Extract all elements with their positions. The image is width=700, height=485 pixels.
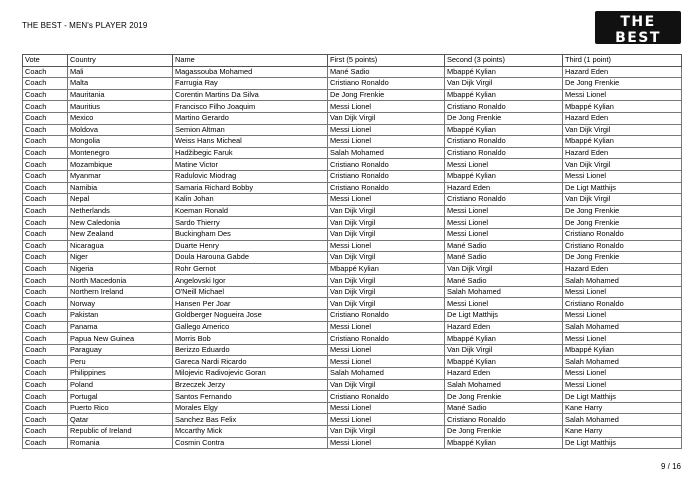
- second-choice-cell: Mané Sadio: [445, 252, 563, 264]
- first-choice-cell: Messi Lionel: [328, 321, 445, 333]
- table-row: [23, 194, 682, 206]
- second-choice-cell: Cristiano Ronaldo: [445, 101, 563, 113]
- third-choice-cell: Salah Mohamed: [563, 275, 682, 287]
- second-choice-cell: Messi Lionel: [445, 217, 563, 229]
- second-choice-cell: Salah Mohamed: [445, 286, 563, 298]
- logo-line-1: THE BEST: [615, 14, 661, 46]
- country-cell: Mauritania: [68, 89, 173, 101]
- document-title: THE BEST - MEN's PLAYER 2019: [22, 21, 148, 30]
- column-header-name: Name: [173, 55, 328, 67]
- vote-cell: Coach: [23, 368, 68, 380]
- first-choice-cell: Van Dijk Virgil: [328, 112, 445, 124]
- vote-cell: Coach: [23, 66, 68, 78]
- table-row: [23, 240, 682, 252]
- third-choice-cell: Messi Lionel: [563, 379, 682, 391]
- first-choice-cell: Van Dijk Virgil: [328, 252, 445, 264]
- second-choice-cell: Mbappé Kylian: [445, 437, 563, 449]
- second-choice-cell: Cristiano Ronaldo: [445, 414, 563, 426]
- name-cell: Duarte Henry: [173, 240, 328, 252]
- second-choice-cell: Mbappé Kylian: [445, 356, 563, 368]
- name-cell: Rohr Gernot: [173, 263, 328, 275]
- country-cell: Namibia: [68, 182, 173, 194]
- second-choice-cell: Cristiano Ronaldo: [445, 194, 563, 206]
- vote-cell: Coach: [23, 205, 68, 217]
- country-cell: Norway: [68, 298, 173, 310]
- first-choice-cell: Messi Lionel: [328, 437, 445, 449]
- table-row: [23, 368, 682, 380]
- logo-line-2: FIFA MEN'S PLAYER: [606, 47, 670, 53]
- second-choice-cell: De Ligt Matthijs: [445, 310, 563, 322]
- third-choice-cell: Messi Lionel: [563, 170, 682, 182]
- table-row: [23, 252, 682, 264]
- country-cell: Myanmar: [68, 170, 173, 182]
- vote-cell: Coach: [23, 414, 68, 426]
- vote-cell: Coach: [23, 112, 68, 124]
- second-choice-cell: Mbappé Kylian: [445, 89, 563, 101]
- name-cell: O'Neill Michael: [173, 286, 328, 298]
- second-choice-cell: Mané Sadio: [445, 240, 563, 252]
- vote-cell: Coach: [23, 228, 68, 240]
- table-header-row: [23, 55, 682, 67]
- country-cell: Montenegro: [68, 147, 173, 159]
- table-row: [23, 182, 682, 194]
- name-cell: Santos Fernando: [173, 391, 328, 403]
- third-choice-cell: Hazard Eden: [563, 66, 682, 78]
- third-choice-cell: De Jong Frenkie: [563, 205, 682, 217]
- vote-cell: Coach: [23, 275, 68, 287]
- country-cell: New Caledonia: [68, 217, 173, 229]
- country-cell: Republic of Ireland: [68, 426, 173, 438]
- table-row: [23, 391, 682, 403]
- second-choice-cell: Messi Lionel: [445, 228, 563, 240]
- country-cell: Nicaragua: [68, 240, 173, 252]
- first-choice-cell: Cristiano Ronaldo: [328, 182, 445, 194]
- country-cell: Romania: [68, 437, 173, 449]
- third-choice-cell: Messi Lionel: [563, 89, 682, 101]
- country-cell: Mauritius: [68, 101, 173, 113]
- name-cell: Doula Harouna Gabde: [173, 252, 328, 264]
- vote-cell: Coach: [23, 437, 68, 449]
- table-row: [23, 286, 682, 298]
- table-row: [23, 89, 682, 101]
- name-cell: Semion Altman: [173, 124, 328, 136]
- second-choice-cell: De Jong Frenkie: [445, 426, 563, 438]
- vote-cell: Coach: [23, 356, 68, 368]
- third-choice-cell: Cristiano Ronaldo: [563, 228, 682, 240]
- third-choice-cell: De Jong Frenkie: [563, 252, 682, 264]
- country-cell: Nigeria: [68, 263, 173, 275]
- name-cell: Koeman Ronald: [173, 205, 328, 217]
- country-cell: Paraguay: [68, 344, 173, 356]
- name-cell: Magassouba Mohamed: [173, 66, 328, 78]
- table-row: [23, 321, 682, 333]
- third-choice-cell: Messi Lionel: [563, 333, 682, 345]
- first-choice-cell: De Jong Frenkie: [328, 89, 445, 101]
- name-cell: Kalin Johan: [173, 194, 328, 206]
- country-cell: North Macedonia: [68, 275, 173, 287]
- first-choice-cell: Van Dijk Virgil: [328, 298, 445, 310]
- first-choice-cell: Cristiano Ronaldo: [328, 159, 445, 171]
- name-cell: Hansen Per Joar: [173, 298, 328, 310]
- first-choice-cell: Cristiano Ronaldo: [328, 78, 445, 90]
- country-cell: Mexico: [68, 112, 173, 124]
- second-choice-cell: Mané Sadio: [445, 275, 563, 287]
- third-choice-cell: De Jong Frenkie: [563, 217, 682, 229]
- table-row: [23, 228, 682, 240]
- first-choice-cell: Cristiano Ronaldo: [328, 310, 445, 322]
- vote-cell: Coach: [23, 124, 68, 136]
- vote-cell: Coach: [23, 182, 68, 194]
- vote-cell: Coach: [23, 240, 68, 252]
- name-cell: Francisco Filho Joaquim: [173, 101, 328, 113]
- name-cell: Goldberger Nogueira Jose: [173, 310, 328, 322]
- table-row: [23, 263, 682, 275]
- first-choice-cell: Messi Lionel: [328, 194, 445, 206]
- table-row: [23, 426, 682, 438]
- second-choice-cell: Cristiano Ronaldo: [445, 136, 563, 148]
- name-cell: Hadžibegic Faruk: [173, 147, 328, 159]
- vote-cell: Coach: [23, 89, 68, 101]
- first-choice-cell: Cristiano Ronaldo: [328, 333, 445, 345]
- first-choice-cell: Messi Lionel: [328, 136, 445, 148]
- country-cell: Qatar: [68, 414, 173, 426]
- second-choice-cell: Hazard Eden: [445, 321, 563, 333]
- vote-cell: Coach: [23, 159, 68, 171]
- first-choice-cell: Van Dijk Virgil: [328, 205, 445, 217]
- country-cell: Philippines: [68, 368, 173, 380]
- first-choice-cell: Van Dijk Virgil: [328, 228, 445, 240]
- name-cell: Angelovski Igor: [173, 275, 328, 287]
- first-choice-cell: Van Dijk Virgil: [328, 379, 445, 391]
- country-cell: Northern Ireland: [68, 286, 173, 298]
- name-cell: Farrugia Ray: [173, 78, 328, 90]
- second-choice-cell: Messi Lionel: [445, 298, 563, 310]
- table-row: [23, 136, 682, 148]
- second-choice-cell: Hazard Eden: [445, 368, 563, 380]
- second-choice-cell: Van Dijk Virgil: [445, 344, 563, 356]
- second-choice-cell: Mané Sadio: [445, 402, 563, 414]
- vote-cell: Coach: [23, 136, 68, 148]
- table-body: [23, 66, 682, 449]
- country-cell: Puerto Rico: [68, 402, 173, 414]
- first-choice-cell: Messi Lionel: [328, 124, 445, 136]
- column-header-first: First (5 points): [328, 55, 445, 67]
- vote-cell: Coach: [23, 391, 68, 403]
- country-cell: Mongolia: [68, 136, 173, 148]
- name-cell: Gallego Americo: [173, 321, 328, 333]
- second-choice-cell: Cristiano Ronaldo: [445, 147, 563, 159]
- table-row: [23, 333, 682, 345]
- second-choice-cell: Salah Mohamed: [445, 379, 563, 391]
- vote-cell: Coach: [23, 298, 68, 310]
- table-row: [23, 298, 682, 310]
- vote-cell: Coach: [23, 286, 68, 298]
- first-choice-cell: Messi Lionel: [328, 402, 445, 414]
- first-choice-cell: Van Dijk Virgil: [328, 286, 445, 298]
- column-header-vote: Vote: [23, 55, 68, 67]
- second-choice-cell: Messi Lionel: [445, 159, 563, 171]
- first-choice-cell: Cristiano Ronaldo: [328, 170, 445, 182]
- vote-cell: Coach: [23, 170, 68, 182]
- third-choice-cell: Hazard Eden: [563, 263, 682, 275]
- table-row: [23, 275, 682, 287]
- second-choice-cell: Van Dijk Virgil: [445, 78, 563, 90]
- third-choice-cell: De Ligt Matthijs: [563, 437, 682, 449]
- second-choice-cell: Mbappé Kylian: [445, 333, 563, 345]
- second-choice-cell: De Jong Frenkie: [445, 391, 563, 403]
- first-choice-cell: Salah Mohamed: [328, 368, 445, 380]
- country-cell: Peru: [68, 356, 173, 368]
- third-choice-cell: Van Dijk Virgil: [563, 124, 682, 136]
- table-row: [23, 147, 682, 159]
- votes-table: [22, 54, 682, 449]
- name-cell: Morales Elgy: [173, 402, 328, 414]
- table-row: [23, 344, 682, 356]
- third-choice-cell: Messi Lionel: [563, 310, 682, 322]
- table-row: [23, 159, 682, 171]
- third-choice-cell: Cristiano Ronaldo: [563, 240, 682, 252]
- table-row: [23, 205, 682, 217]
- second-choice-cell: Messi Lionel: [445, 205, 563, 217]
- country-cell: Panama: [68, 321, 173, 333]
- first-choice-cell: Van Dijk Virgil: [328, 426, 445, 438]
- name-cell: Matine Victor: [173, 159, 328, 171]
- second-choice-cell: Hazard Eden: [445, 182, 563, 194]
- the-best-logo: [595, 11, 681, 53]
- country-cell: Niger: [68, 252, 173, 264]
- table-row: [23, 170, 682, 182]
- country-cell: Moldova: [68, 124, 173, 136]
- third-choice-cell: Van Dijk Virgil: [563, 194, 682, 206]
- name-cell: Samaria Richard Bobby: [173, 182, 328, 194]
- country-cell: Nepal: [68, 194, 173, 206]
- vote-cell: Coach: [23, 194, 68, 206]
- column-header-country: Country: [68, 55, 173, 67]
- name-cell: Sardo Thierry: [173, 217, 328, 229]
- table-row: [23, 379, 682, 391]
- first-choice-cell: Van Dijk Virgil: [328, 275, 445, 287]
- name-cell: Martino Gerardo: [173, 112, 328, 124]
- first-choice-cell: Mbappé Kylian: [328, 263, 445, 275]
- table-row: [23, 310, 682, 322]
- name-cell: Radulovic Miodrag: [173, 170, 328, 182]
- second-choice-cell: Mbappé Kylian: [445, 170, 563, 182]
- second-choice-cell: De Jong Frenkie: [445, 112, 563, 124]
- country-cell: Pakistan: [68, 310, 173, 322]
- vote-cell: Coach: [23, 379, 68, 391]
- third-choice-cell: Mbappé Kylian: [563, 101, 682, 113]
- third-choice-cell: Hazard Eden: [563, 112, 682, 124]
- column-header-second: Second (3 points): [445, 55, 563, 67]
- third-choice-cell: Kane Harry: [563, 402, 682, 414]
- table-row: [23, 217, 682, 229]
- third-choice-cell: Mbappé Kylian: [563, 344, 682, 356]
- table-row: [23, 356, 682, 368]
- table-row: [23, 437, 682, 449]
- third-choice-cell: De Jong Frenkie: [563, 78, 682, 90]
- vote-cell: Coach: [23, 101, 68, 113]
- third-choice-cell: Salah Mohamed: [563, 356, 682, 368]
- first-choice-cell: Cristiano Ronaldo: [328, 391, 445, 403]
- name-cell: Cosmin Contra: [173, 437, 328, 449]
- name-cell: Berizzo Eduardo: [173, 344, 328, 356]
- country-cell: Mali: [68, 66, 173, 78]
- country-cell: Mozambique: [68, 159, 173, 171]
- country-cell: Netherlands: [68, 205, 173, 217]
- table-row: [23, 124, 682, 136]
- table-row: [23, 112, 682, 124]
- vote-cell: Coach: [23, 426, 68, 438]
- third-choice-cell: Cristiano Ronaldo: [563, 298, 682, 310]
- third-choice-cell: Van Dijk Virgil: [563, 159, 682, 171]
- first-choice-cell: Messi Lionel: [328, 356, 445, 368]
- vote-cell: Coach: [23, 321, 68, 333]
- table-row: [23, 414, 682, 426]
- third-choice-cell: Messi Lionel: [563, 368, 682, 380]
- third-choice-cell: De Ligt Matthijs: [563, 391, 682, 403]
- vote-cell: Coach: [23, 344, 68, 356]
- first-choice-cell: Mané Sadio: [328, 66, 445, 78]
- vote-cell: Coach: [23, 78, 68, 90]
- second-choice-cell: Mbappé Kylian: [445, 124, 563, 136]
- second-choice-cell: Mbappé Kylian: [445, 66, 563, 78]
- third-choice-cell: Mbappé Kylian: [563, 136, 682, 148]
- vote-cell: Coach: [23, 217, 68, 229]
- first-choice-cell: Salah Mohamed: [328, 147, 445, 159]
- name-cell: Sanchez Bas Felix: [173, 414, 328, 426]
- third-choice-cell: Kane Harry: [563, 426, 682, 438]
- vote-cell: Coach: [23, 147, 68, 159]
- table-row: [23, 78, 682, 90]
- vote-cell: Coach: [23, 333, 68, 345]
- column-header-third: Third (1 point): [563, 55, 682, 67]
- first-choice-cell: Messi Lionel: [328, 414, 445, 426]
- country-cell: Papua New Guinea: [68, 333, 173, 345]
- vote-cell: Coach: [23, 310, 68, 322]
- table-row: [23, 402, 682, 414]
- country-cell: Portugal: [68, 391, 173, 403]
- name-cell: Brzeczek Jerzy: [173, 379, 328, 391]
- third-choice-cell: Salah Mohamed: [563, 321, 682, 333]
- name-cell: Weiss Hans Micheal: [173, 136, 328, 148]
- name-cell: Buckingham Des: [173, 228, 328, 240]
- first-choice-cell: Messi Lionel: [328, 344, 445, 356]
- first-choice-cell: Messi Lionel: [328, 240, 445, 252]
- first-choice-cell: Van Dijk Virgil: [328, 217, 445, 229]
- table-row: [23, 66, 682, 78]
- name-cell: Morris Bob: [173, 333, 328, 345]
- country-cell: Poland: [68, 379, 173, 391]
- third-choice-cell: Hazard Eden: [563, 147, 682, 159]
- name-cell: Milojevic Radivojevic Goran: [173, 368, 328, 380]
- vote-cell: Coach: [23, 252, 68, 264]
- first-choice-cell: Messi Lionel: [328, 101, 445, 113]
- name-cell: Gareca Nardi Ricardo: [173, 356, 328, 368]
- third-choice-cell: Salah Mohamed: [563, 414, 682, 426]
- name-cell: Mccarthy Mick: [173, 426, 328, 438]
- page-number: 9 / 16: [660, 462, 681, 471]
- country-cell: Malta: [68, 78, 173, 90]
- vote-cell: Coach: [23, 263, 68, 275]
- third-choice-cell: De Ligt Matthijs: [563, 182, 682, 194]
- country-cell: New Zealand: [68, 228, 173, 240]
- table-row: [23, 101, 682, 113]
- second-choice-cell: Van Dijk Virgil: [445, 263, 563, 275]
- vote-cell: Coach: [23, 402, 68, 414]
- name-cell: Corentin Martins Da Silva: [173, 89, 328, 101]
- third-choice-cell: Messi Lionel: [563, 286, 682, 298]
